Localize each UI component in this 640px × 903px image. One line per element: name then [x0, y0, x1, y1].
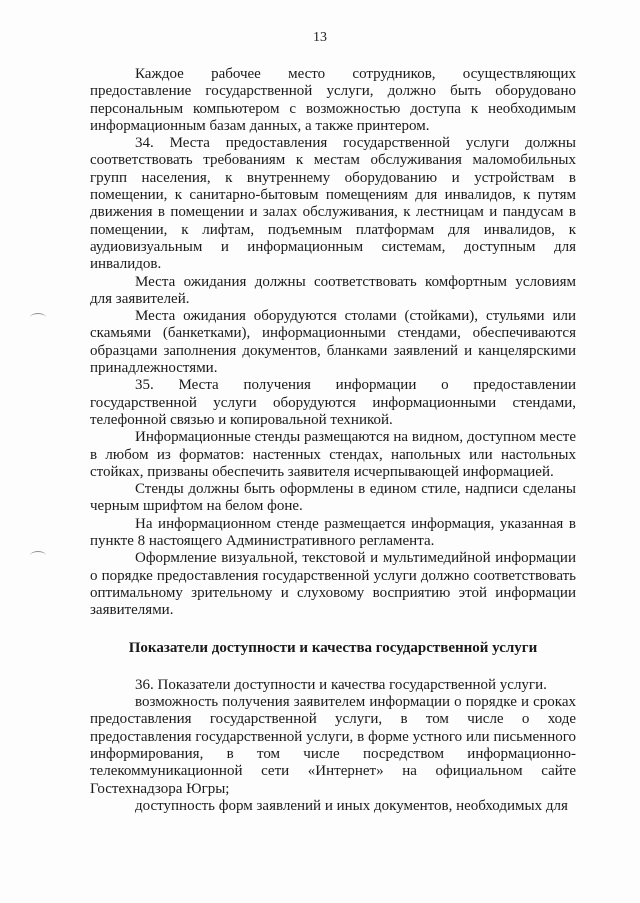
paragraph-35-information-places: 35. Места получения информации о предоставлении государственной услуги оборудуются информационными стендами, телефонной связью и копировальной техникой. [90, 377, 576, 428]
paragraph-workplace-equipment: Каждое рабочее место сотрудников, осуществляющих предоставление государственной услуги, должно быть оборудовано персональным компьютером с возможностью доступа к необходимым информационным базам данных, а также принтером. [90, 66, 576, 134]
margin-mark [30, 313, 46, 322]
margin-mark [30, 551, 46, 560]
paragraph-info-design: Оформление визуальной, текстовой и мультимедийной информации о порядке предоставления государственной услуги должно соответствовать оптимальному зрительному и слуховому восприятию этой информации заявителями. [90, 550, 576, 619]
paragraph-36-indicators: 36. Показатели доступности и качества государственной услуги. [135, 676, 547, 693]
document-body [90, 66, 576, 815]
paragraph-34-service-places: 34. Места предоставления государственной услуги должны соответствовать требованиям к местам обслуживания маломобильных групп населения, к внутреннему оборудованию и устройствам в помещении, к санитарно-бытовым помещениям для инвалидов, к путям движения в помещении и залах обслуживания, к лестницам и пандусам в помещении, к лифтам, подъемным платформам для инвалидов, к аудиовизуальным и информационным системам, доступным для инвалидов. [90, 135, 576, 273]
section-heading: Показатели доступности и качества государственной услуги [128, 639, 538, 656]
paragraph-stand-content: На информационном стенде размещается информация, указанная в пункте 8 настоящего Административного регламента. [90, 515, 576, 550]
page-number: 13 [313, 30, 327, 45]
paragraph-stands-style: Стенды должны быть оформлены в едином стиле, надписи сделаны черным шрифтом на белом фоне. [90, 481, 576, 515]
paragraph-waiting-comfort: Места ожидания должны соответствовать комфортным условиям для заявителей. [90, 273, 576, 307]
paragraph-forms-availability: доступность форм заявлений и иных документов, необходимых для [135, 797, 568, 814]
paragraph-info-stands: Информационные стенды размещаются на видном, доступном месте в любом из форматов: настенных стендах, напольных или настольных стойках, призваны обеспечить заявителя исчерпывающей информацией. [90, 429, 576, 480]
paragraph-info-availability: возможность получения заявителем информации о порядке и сроках предоставления государственной услуги, в том числе о ходе предоставления государственной услуги, в форме устного или письменного информирования, в том числе посредством информационно-телекоммуникационной сети «Интернет» на официальном сайте Гостехнадзора Югры; [90, 694, 576, 797]
paragraph-waiting-furniture: Места ожидания оборудуются столами (стойками), стульями или скамьями (банкетками), информационными стендами, обеспечиваются образцами заполнения документов, бланками заявлений и канцелярскими принадлежностями. [90, 308, 576, 377]
